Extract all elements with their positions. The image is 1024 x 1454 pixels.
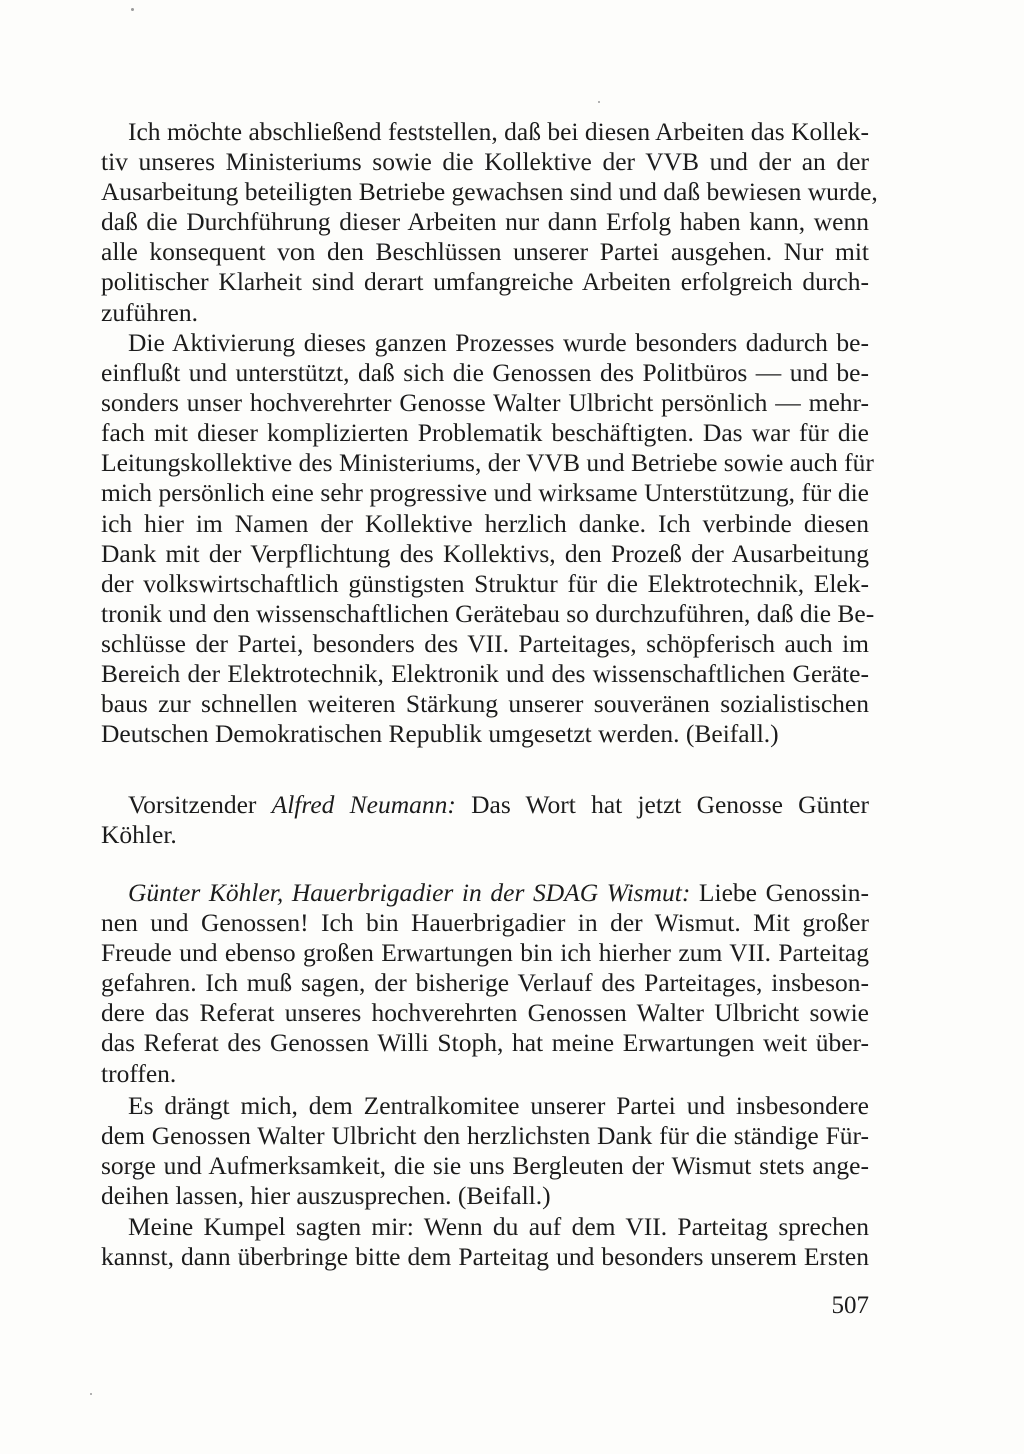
text-line: dem Genossen Walter Ulbricht den herzlichsten Dank für die ständige Für-: [101, 1121, 869, 1151]
text-line: Meine Kumpel sagten mir: Wenn du auf dem VII. Parteitag sprechen: [128, 1212, 869, 1241]
text-line: Bereich der Elektrotechnik, Elektronik und des wissenschaftlichen Geräte-: [101, 659, 869, 689]
text-line: Freude und ebenso großen Erwartungen bin ich hierher zum VII. Parteitag: [101, 938, 869, 968]
announcement-text: Das Wort hat jetzt Genosse Günter: [455, 790, 869, 819]
chair-announcement: [101, 790, 869, 850]
text-line: [101, 790, 869, 820]
speaker-name: Alfred Neumann:: [271, 790, 456, 819]
text-line: sorge und Aufmerksamkeit, die sie uns Bergleuten der Wismut stets ange-: [101, 1151, 869, 1181]
text-line: daß die Durchführung dieser Arbeiten nur dann Erfolg haben kann, wenn: [101, 207, 869, 237]
text-line: Dank mit der Verpflichtung des Kollektivs, den Prozeß der Ausarbeitung: [101, 538, 869, 568]
text-line: schlüsse der Partei, besonders des VII. Parteitages, schöpferisch auch im: [101, 628, 869, 658]
text-line: kannst, dann überbringe bitte dem Parteitag und besonders unserem Ersten: [101, 1242, 869, 1272]
speech-paragraph-2: [101, 1091, 869, 1211]
text-line: tiv unseres Ministeriums sowie die Kollektive der VVB und der an der: [101, 147, 869, 177]
text-line: Ich möchte abschließend feststellen, daß bei diesen Arbeiten das Kollek-: [128, 117, 869, 146]
text-line: alle konsequent von den Beschlüssen unserer Partei ausgehen. Nur mit: [101, 237, 869, 267]
text-line: ich hier im Namen der Kollektive herzlich danke. Ich verbinde diesen: [101, 508, 869, 538]
paragraph-2: [101, 328, 875, 749]
text-line: baus zur schnellen weiteren Stärkung unserer souveränen sozialistischen: [101, 689, 869, 719]
chair-prefix: Vorsitzender: [128, 790, 272, 819]
scan-speck: [131, 8, 134, 11]
text-line: Die Aktivierung dieses ganzen Prozesses wurde besonders dadurch be-: [128, 328, 869, 357]
speech-paragraph-1: [101, 878, 869, 1089]
speech-paragraph-3: [101, 1212, 869, 1272]
text-line: Es drängt mich, dem Zentralkomitee unserer Partei und insbesondere: [128, 1091, 869, 1120]
text-line: tronik und den wissenschaftlichen Gerätebau so durchzuführen, daß die Be-: [101, 598, 875, 628]
text-line: zuführen.: [101, 297, 198, 327]
text-line: nen und Genossen! Ich bin Hauerbrigadier in der Wismut. Mit großer: [101, 908, 869, 938]
text-line: fach mit dieser komplizierten Problematik beschäftigten. Das war für die: [101, 418, 869, 448]
scan-speck: [598, 101, 600, 103]
text-line: gefahren. Ich muß sagen, der bisherige Verlauf des Parteitages, insbeson-: [101, 968, 869, 998]
text-line: mich persönlich eine sehr progressive und wirksame Unterstützung, für die: [101, 478, 869, 508]
speaker-name: Günter Köhler, Hauerbrigadier in der SDAG Wismut:: [128, 878, 691, 907]
text-line: dere das Referat unseres hochverehrten Genossen Walter Ulbricht sowie: [101, 998, 869, 1028]
text-line: troffen.: [101, 1058, 177, 1088]
text-line: Deutschen Demokratischen Republik umgesetzt werden. (Beifall.): [101, 719, 779, 749]
speech-opening: Liebe Genossin-: [690, 878, 869, 907]
text-line: einflußt und unterstützt, daß sich die Genossen des Politbüros — und be-: [101, 358, 869, 388]
text-line: politischer Klarheit sind derart umfangreiche Arbeiten erfolgreich durch-: [101, 267, 869, 297]
text-line: Ausarbeitung beteiligten Betriebe gewachsen sind und daß bewiesen wurde,: [101, 177, 878, 207]
text-line: deihen lassen, hier auszusprechen. (Beifall.): [101, 1181, 551, 1211]
scan-speck: [90, 1393, 92, 1395]
text-line: [101, 878, 869, 908]
text-line: der volkswirtschaftlich günstigsten Struktur für die Elektrotechnik, Elek-: [101, 568, 869, 598]
text-line: Leitungskollektive des Ministeriums, der VVB und Betriebe sowie auch für: [101, 448, 874, 478]
text-line: Köhler.: [101, 820, 177, 850]
paragraph-1: [101, 117, 878, 328]
text-line: sonders unser hochverehrter Genosse Walter Ulbricht persönlich — mehr-: [101, 388, 869, 418]
text-line: das Referat des Genossen Willi Stoph, hat meine Erwartungen weit über-: [101, 1028, 869, 1058]
book-page: [101, 100, 878, 1354]
page-number: 507: [831, 1292, 869, 1319]
